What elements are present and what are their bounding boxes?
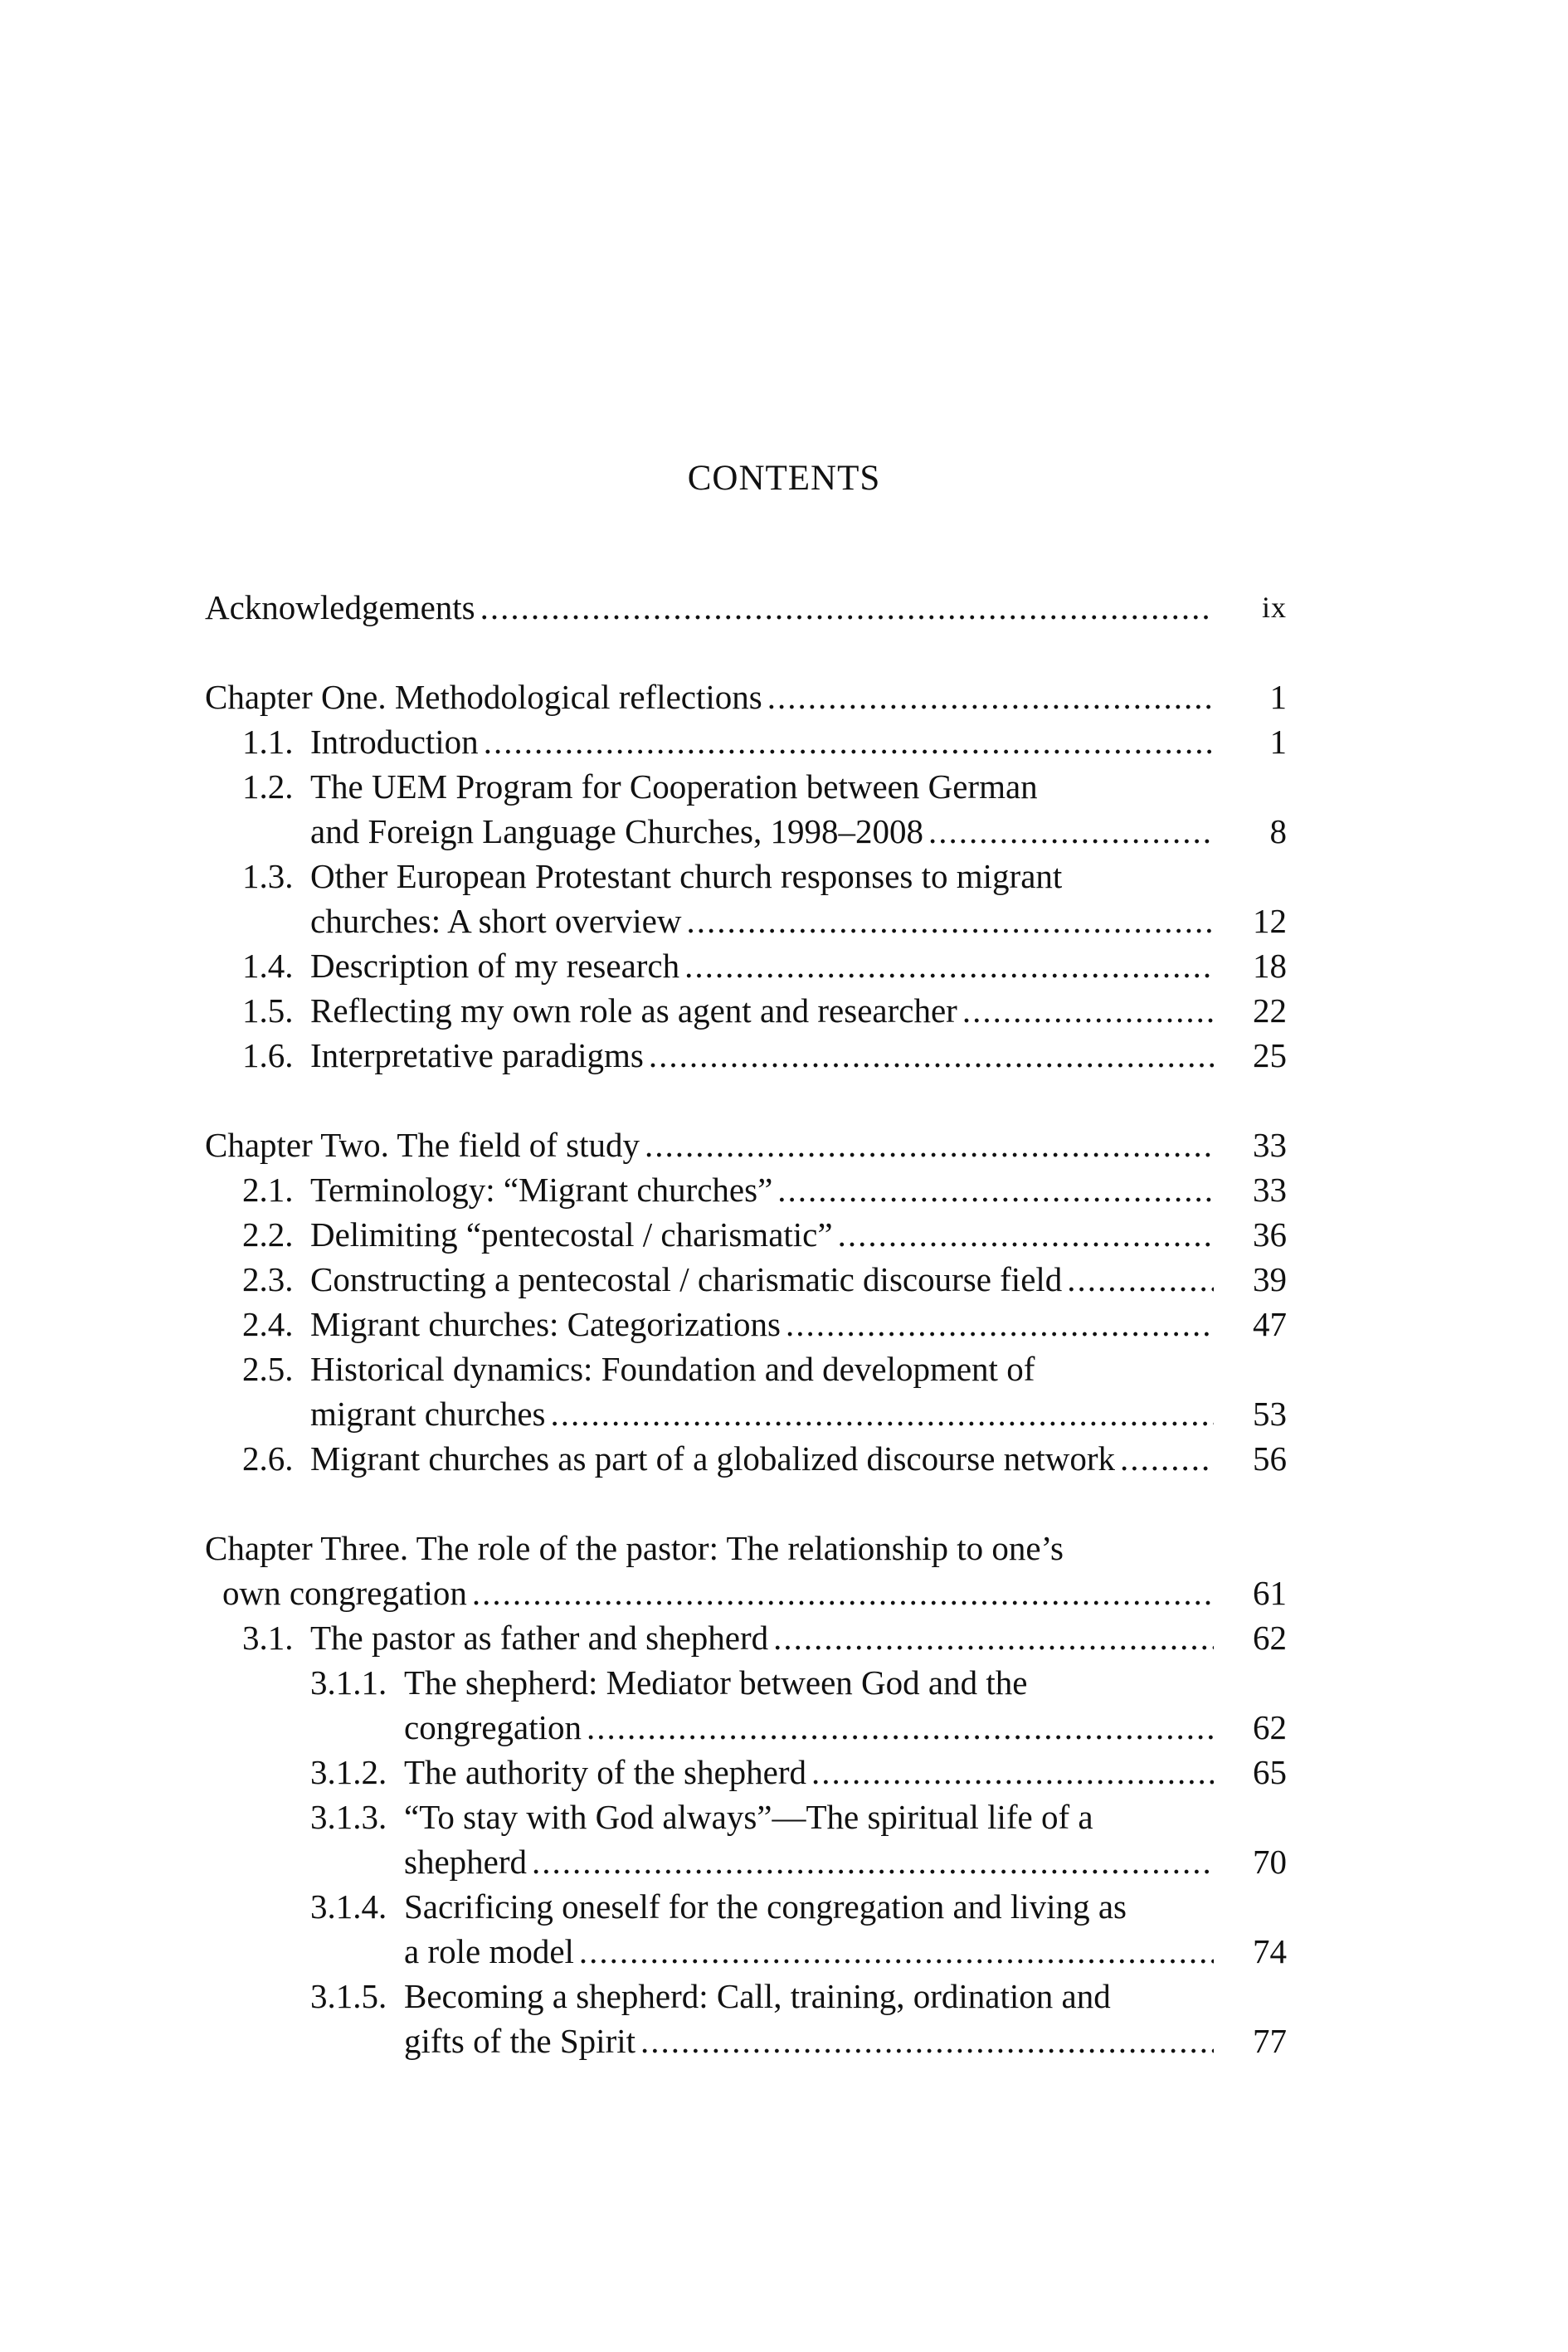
toc-entry-title: Chapter Two. The field of study [205,1126,640,1164]
toc-entry-title-continued: own congregation [222,1574,467,1612]
toc-page-number: 70 [1253,1843,1287,1881]
dot-leader [645,1122,1214,1167]
toc-section-number: 3.1.2. [310,1753,387,1791]
dot-leader [579,1929,1214,1974]
toc-page-number: 62 [1253,1708,1287,1746]
toc-entry-title-continued: congregation [404,1708,582,1746]
toc-page-number: 1 [1269,723,1287,761]
toc-section-2-5 [205,1346,1287,1391]
toc-section-number: 2.4. [242,1305,294,1343]
toc-page-number: 77 [1253,2022,1287,2060]
toc-entry-title-continued: a role model [404,1932,574,1970]
dot-leader [587,1705,1214,1750]
toc-section-1-6 [205,1033,1287,1078]
toc-subsection-3-1-3-continued [205,1839,1287,1884]
toc-entry-title: The shepherd: Mediator between God and the [404,1663,1028,1702]
toc-entry-title: Other European Protestant church responses to migrant [310,857,1063,895]
toc-section-number: 2.3. [242,1260,294,1298]
toc-chapter-three [205,1526,1287,1570]
toc-subsection-3-1-2 [205,1750,1287,1794]
toc-section-number: 1.4. [242,947,294,985]
toc-entry-title: Introduction [310,723,479,761]
dot-leader [1120,1436,1214,1481]
toc-entry-title-continued: churches: A short overview [310,902,682,940]
dot-leader [484,719,1214,764]
dot-leader [1067,1257,1214,1302]
toc-subsection-3-1-4 [205,1884,1287,1929]
toc-section-number: 3.1.3. [310,1798,387,1836]
toc-subsection-3-1-5 [205,1974,1287,2018]
dot-leader [480,585,1214,630]
dot-leader [640,2018,1214,2063]
toc-entry-title: Migrant churches as part of a globalized discourse network [310,1439,1116,1478]
toc-page-number: 33 [1253,1126,1287,1164]
toc-section-2-5-continued [205,1391,1287,1436]
toc-page-number: 1 [1269,678,1287,716]
toc-entry-title: Historical dynamics: Foundation and development of [310,1350,1035,1388]
dot-leader [684,943,1214,988]
toc-page-number: 36 [1253,1215,1287,1254]
toc-subsection-3-1-5-continued [205,2018,1287,2063]
page-title: CONTENTS [687,459,881,498]
toc-entry-title: Chapter One. Methodological reflections [205,678,762,716]
toc-section-number: 1.2. [242,767,294,806]
toc-section-1-4 [205,943,1287,988]
dot-leader [472,1570,1214,1615]
toc-page-number: 74 [1253,1932,1287,1970]
toc-section-1-3 [205,854,1287,898]
toc-entry-acknowledgements [205,585,1287,630]
toc-section-number: 1.5. [242,991,294,1030]
dot-leader [767,674,1214,719]
toc-entry-title: Constructing a pentecostal / charismatic discourse field [310,1260,1063,1298]
toc-section-number: 2.5. [242,1350,294,1388]
toc-subsection-3-1-1 [205,1660,1287,1705]
toc-section-number: 1.1. [242,723,294,761]
toc-entry-title: The authority of the shepherd [404,1753,807,1791]
toc-section-number: 3.1.5. [310,1977,387,2015]
toc-section-number: 3.1.1. [310,1663,387,1702]
toc-section-number: 2.2. [242,1215,294,1254]
toc-chapter-two [205,1122,1287,1167]
toc-entry-title: Sacrificing oneself for the congregation and living as [404,1887,1127,1926]
dot-leader [532,1839,1214,1884]
toc-subsection-3-1-1-continued [205,1705,1287,1750]
toc-subsection-3-1-4-continued [205,1929,1287,1974]
toc-entry-title: Acknowledgements [205,588,475,626]
dot-leader [777,1167,1214,1212]
toc-entry-title: The UEM Program for Cooperation between German [310,767,1038,806]
toc-page-number: ix [1261,591,1287,624]
toc-page-number: 18 [1253,947,1287,985]
toc-page-number: 8 [1269,812,1287,850]
toc-section-2-3 [205,1257,1287,1302]
toc-section-1-2-continued [205,809,1287,854]
toc-page-number: 65 [1253,1753,1287,1791]
toc-entry-title: Terminology: “Migrant churches” [310,1171,773,1209]
toc-page-number: 22 [1253,991,1287,1030]
toc-page-number: 53 [1253,1395,1287,1433]
toc-page-number: 25 [1253,1036,1287,1074]
toc-entry-title: Chapter Three. The role of the pastor: The relationship to one’s [205,1529,1064,1567]
toc-section-2-6 [205,1436,1287,1481]
toc-chapter-one [205,674,1287,719]
toc-section-2-4 [205,1302,1287,1346]
toc-section-number: 2.6. [242,1439,294,1478]
table-of-contents [205,585,1287,2063]
toc-chapter-three-continued [205,1570,1287,1615]
dot-leader [786,1302,1214,1346]
dot-leader [928,809,1214,854]
toc-entry-title: “To stay with God always”—The spiritual life of a [404,1798,1093,1836]
toc-section-1-3-continued [205,898,1287,943]
toc-entry-title: Migrant churches: Categorizations [310,1305,781,1343]
toc-page-number: 39 [1253,1260,1287,1298]
toc-entry-title-continued: shepherd [404,1843,528,1881]
dot-leader [811,1750,1214,1794]
toc-entry-title-continued: gifts of the Spirit [404,2022,636,2060]
toc-page-number: 47 [1253,1305,1287,1343]
toc-section-number: 2.1. [242,1171,294,1209]
dot-leader [649,1033,1214,1078]
toc-section-number: 3.1. [242,1619,294,1657]
toc-entry-title-continued: and Foreign Language Churches, 1998–2008 [310,812,923,850]
toc-entry-title-continued: migrant churches [310,1395,546,1433]
dot-leader [773,1615,1214,1660]
dot-leader [686,898,1214,943]
toc-entry-title: Interpretative paradigms [310,1036,644,1074]
toc-section-1-5 [205,988,1287,1033]
toc-entry-title: Reflecting my own role as agent and researcher [310,991,957,1030]
toc-entry-title: Delimiting “pentecostal / charismatic” [310,1215,833,1254]
dot-leader [838,1212,1214,1257]
toc-section-2-2 [205,1212,1287,1257]
toc-page-number: 33 [1253,1171,1287,1209]
toc-section-number: 1.3. [242,857,294,895]
toc-page-number: 56 [1253,1439,1287,1478]
toc-section-number: 3.1.4. [310,1887,387,1926]
toc-subsection-3-1-3 [205,1794,1287,1839]
toc-entry-title: Description of my research [310,947,680,985]
toc-section-2-1 [205,1167,1287,1212]
toc-page-number: 12 [1253,902,1287,940]
toc-section-number: 1.6. [242,1036,294,1074]
toc-section-1-1 [205,719,1287,764]
toc-section-1-2 [205,764,1287,809]
toc-page-number: 62 [1253,1619,1287,1657]
dot-leader [962,988,1214,1033]
toc-section-3-1 [205,1615,1287,1660]
toc-entry-title: The pastor as father and shepherd [310,1619,769,1657]
toc-page-number: 61 [1253,1574,1287,1612]
dot-leader [550,1391,1214,1436]
toc-entry-title: Becoming a shepherd: Call, training, ordination and [404,1977,1111,2015]
